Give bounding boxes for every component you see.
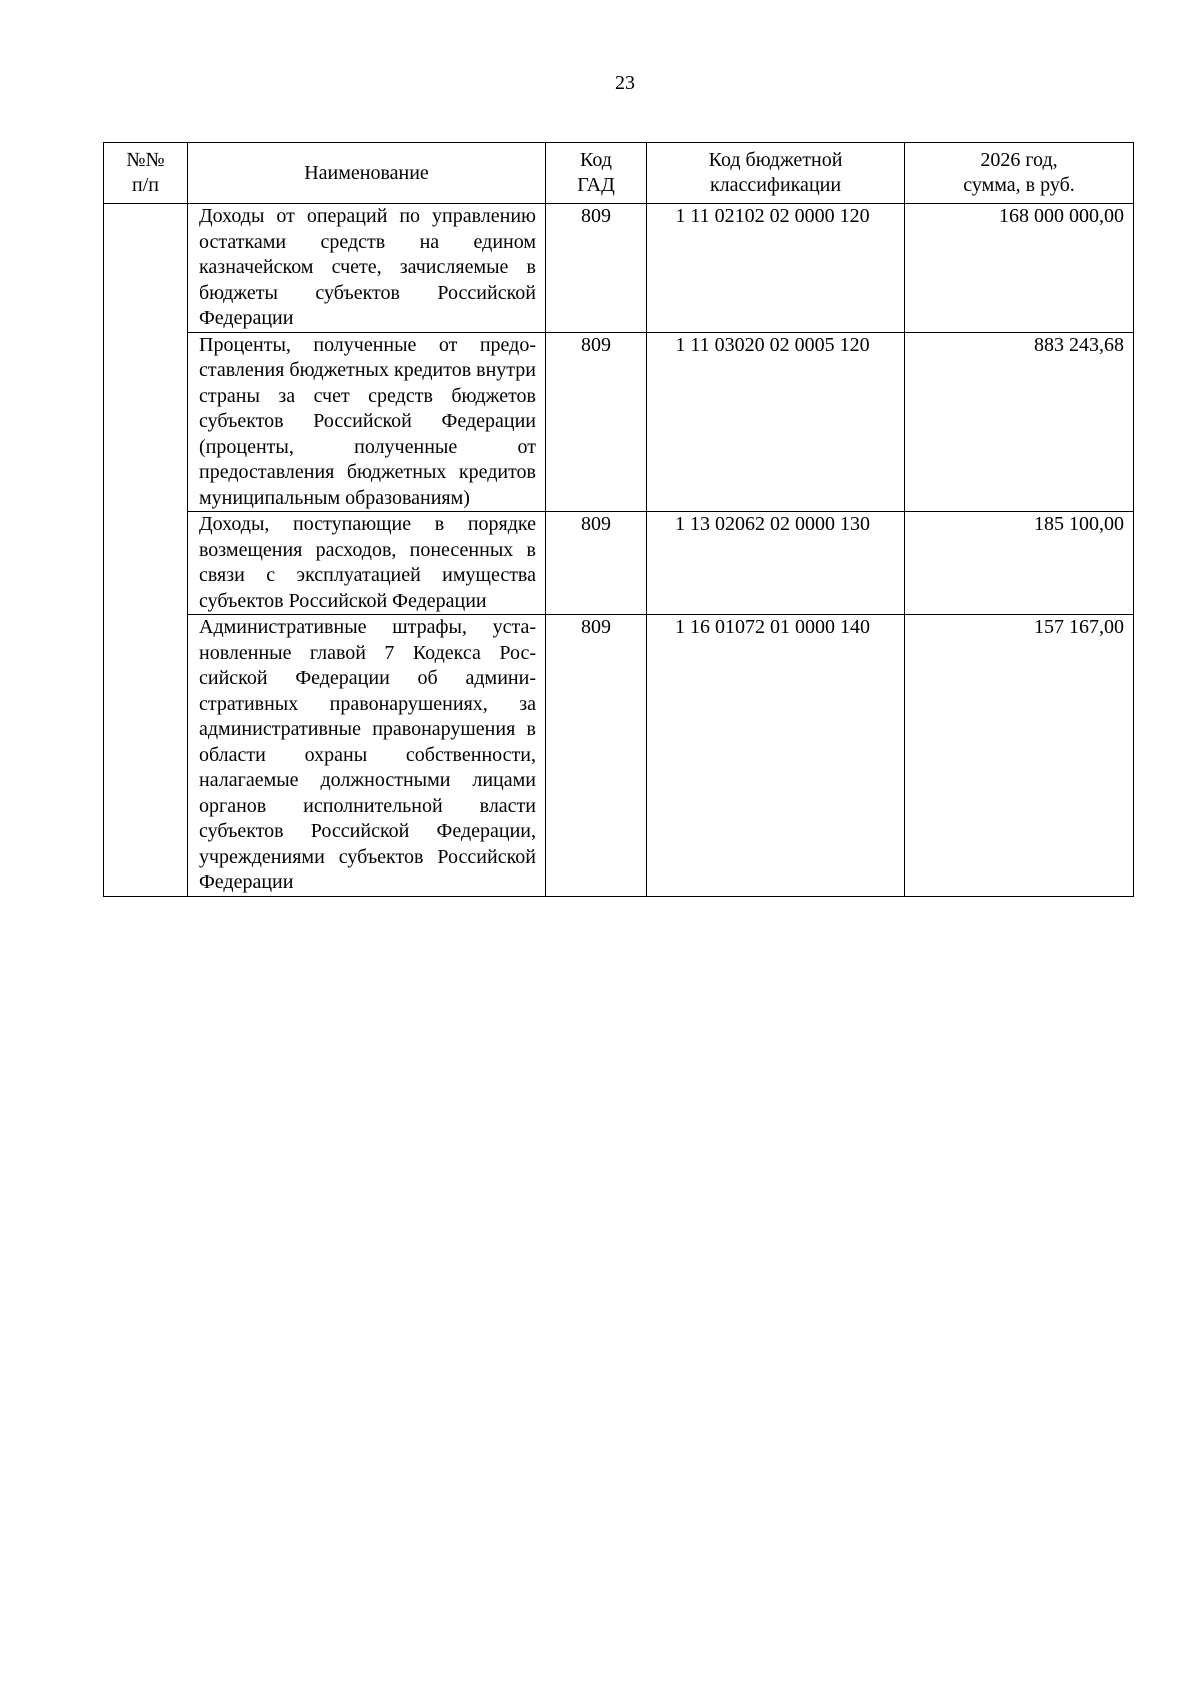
row-gad-cell: 809: [546, 332, 647, 512]
row-kbk-cell: 1 11 03020 02 0005 120: [647, 332, 905, 512]
row-name-cell: Проценты, полученные от предоставления бюджетных кредитов внутри страны за счет средств бюджетов субъектов Российской Федерации (проценты, полученные от предоставления бюджетных кредитов муниципальным образованиям): [188, 332, 546, 512]
header-name-label: Наименование: [304, 161, 429, 184]
header-name: [188, 143, 546, 204]
row-name-cell: Доходы от операций по управлению остатками средств на едином казначейском счете, зачисляемые в бюджеты субъектов Российской Федерации: [188, 204, 546, 333]
header-number: [104, 143, 188, 204]
row-name-cell: Административные штрафы, установленные главой 7 Кодекса Российской Федерации об административных правонарушениях, за административные правонарушения в области охраны собственности, налагаемые должностными лицами органов исполнительной власти субъектов Российской Федерации, учреждениями субъектов Российской Федерации: [188, 615, 546, 897]
header-gad-code: [546, 143, 647, 204]
row-sum-cell: 168 000 000,00: [905, 204, 1134, 333]
header-number-line-1: №№: [126, 149, 165, 171]
row-gad-cell: 809: [546, 512, 647, 615]
row-kbk-cell: 1 16 01072 01 0000 140: [647, 615, 905, 897]
row-sum-cell: 157 167,00: [905, 615, 1134, 897]
header-number-line-2: п/п: [132, 174, 159, 196]
row-number-cell: [104, 204, 188, 897]
table-row: [104, 512, 1134, 615]
header-gad-line-1: Код: [580, 149, 612, 171]
table-row: [104, 615, 1134, 897]
table-row: [104, 332, 1134, 512]
header-budget-classification-code: [647, 143, 905, 204]
header-kbk-line-2: классификации: [709, 174, 842, 196]
row-kbk-cell: 1 11 02102 02 0000 120: [647, 204, 905, 333]
row-gad-cell: 809: [546, 615, 647, 897]
page-number: 23: [615, 72, 635, 94]
row-sum-cell: 883 243,68: [905, 332, 1134, 512]
header-sum-2026: [905, 143, 1134, 204]
table-row: [104, 204, 1134, 333]
header-kbk-line-1: Код бюджетной: [708, 149, 843, 171]
row-sum-cell: 185 100,00: [905, 512, 1134, 615]
header-sum-line-1: 2026 год,: [980, 149, 1058, 171]
header-sum-line-2: сумма, в руб.: [963, 174, 1075, 196]
header-gad-line-2: ГАД: [577, 174, 615, 196]
row-gad-cell: 809: [546, 204, 647, 333]
row-kbk-cell: 1 13 02062 02 0000 130: [647, 512, 905, 615]
row-name-cell: Доходы, поступающие в порядке возмещения расходов, понесенных в связи с эксплуатацией имущества субъектов Российской Федерации: [188, 512, 546, 615]
budget-revenue-table: [103, 142, 1134, 897]
table-header-row: [104, 143, 1134, 204]
